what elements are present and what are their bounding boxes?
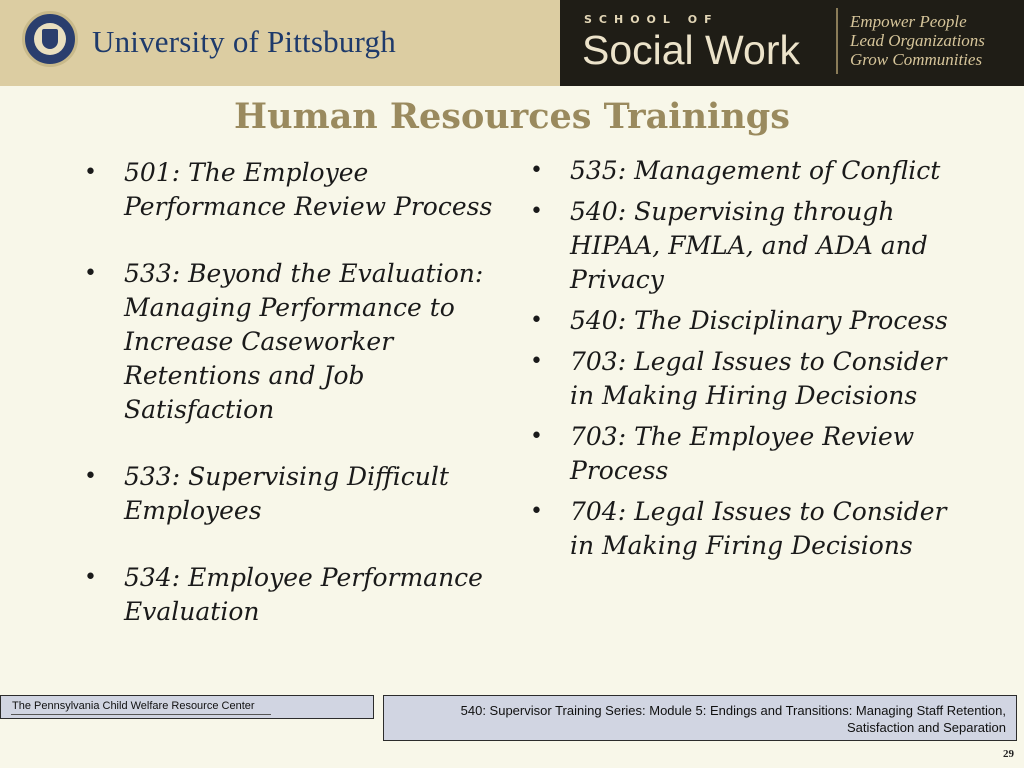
list-item — [528, 345, 948, 413]
header-school-band — [560, 0, 1024, 86]
social-work-label: Social Work — [582, 27, 800, 73]
bullet-icon: • — [84, 160, 97, 185]
list-item — [528, 420, 948, 488]
list-item — [82, 156, 502, 224]
list-item — [528, 154, 948, 188]
tagline-line-3: Grow Communities — [850, 50, 983, 69]
list-item — [528, 495, 948, 563]
bullet-icon: • — [530, 424, 543, 449]
bullet-icon: • — [84, 464, 97, 489]
training-title: 535: Management of Conflict — [570, 156, 941, 185]
footer-module-label: 540: Supervisor Training Series: Module 5: Endings and Transitions: Managing Staff Retention, Satisfaction and Separation — [460, 703, 1006, 735]
training-title: 501: The Employee Performance Review Process — [124, 158, 493, 221]
footer-organization-label: The Pennsylvania Child Welfare Resource Center — [12, 700, 255, 712]
footer-module-box — [383, 695, 1017, 741]
left-training-list — [82, 156, 502, 662]
list-item — [528, 304, 948, 338]
bullet-icon: • — [530, 308, 543, 333]
training-title: 540: Supervising through HIPAA, FMLA, and ADA and Privacy — [570, 197, 928, 294]
training-title: 534: Employee Performance Evaluation — [124, 563, 483, 626]
tagline-line-2: Lead Organizations — [850, 31, 985, 50]
list-item — [82, 257, 502, 427]
footer-underline — [11, 714, 271, 715]
tagline-line-1: Empower People — [850, 12, 967, 31]
training-title: 533: Beyond the Evaluation: Managing Performance to Increase Caseworker Retentions and Job Satisfaction — [124, 259, 484, 424]
training-title: 703: Legal Issues to Consider in Making Hiring Decisions — [570, 347, 947, 410]
school-of-label: SCHOOL OF — [584, 13, 719, 26]
footer-organization-box — [0, 695, 374, 719]
right-training-list — [528, 154, 948, 570]
bullet-icon: • — [530, 158, 543, 183]
bullet-icon: • — [530, 499, 543, 524]
university-seal-icon — [22, 11, 78, 67]
bullet-icon: • — [530, 199, 543, 224]
list-item — [82, 460, 502, 528]
list-item — [528, 195, 948, 297]
training-title: 704: Legal Issues to Consider in Making Firing Decisions — [570, 497, 947, 560]
university-name: University of Pittsburgh — [92, 24, 396, 59]
training-title: 540: The Disciplinary Process — [570, 306, 948, 335]
bullet-icon: • — [84, 565, 97, 590]
training-title: 533: Supervising Difficult Employees — [124, 462, 449, 525]
slide-title: Human Resources Trainings — [234, 96, 790, 137]
page-number: 29 — [1003, 748, 1014, 760]
list-item — [82, 561, 502, 629]
training-title: 703: The Employee Review Process — [570, 422, 915, 485]
bullet-icon: • — [530, 349, 543, 374]
header-divider — [836, 8, 838, 74]
header-university-band — [0, 0, 560, 86]
bullet-icon: • — [84, 261, 97, 286]
